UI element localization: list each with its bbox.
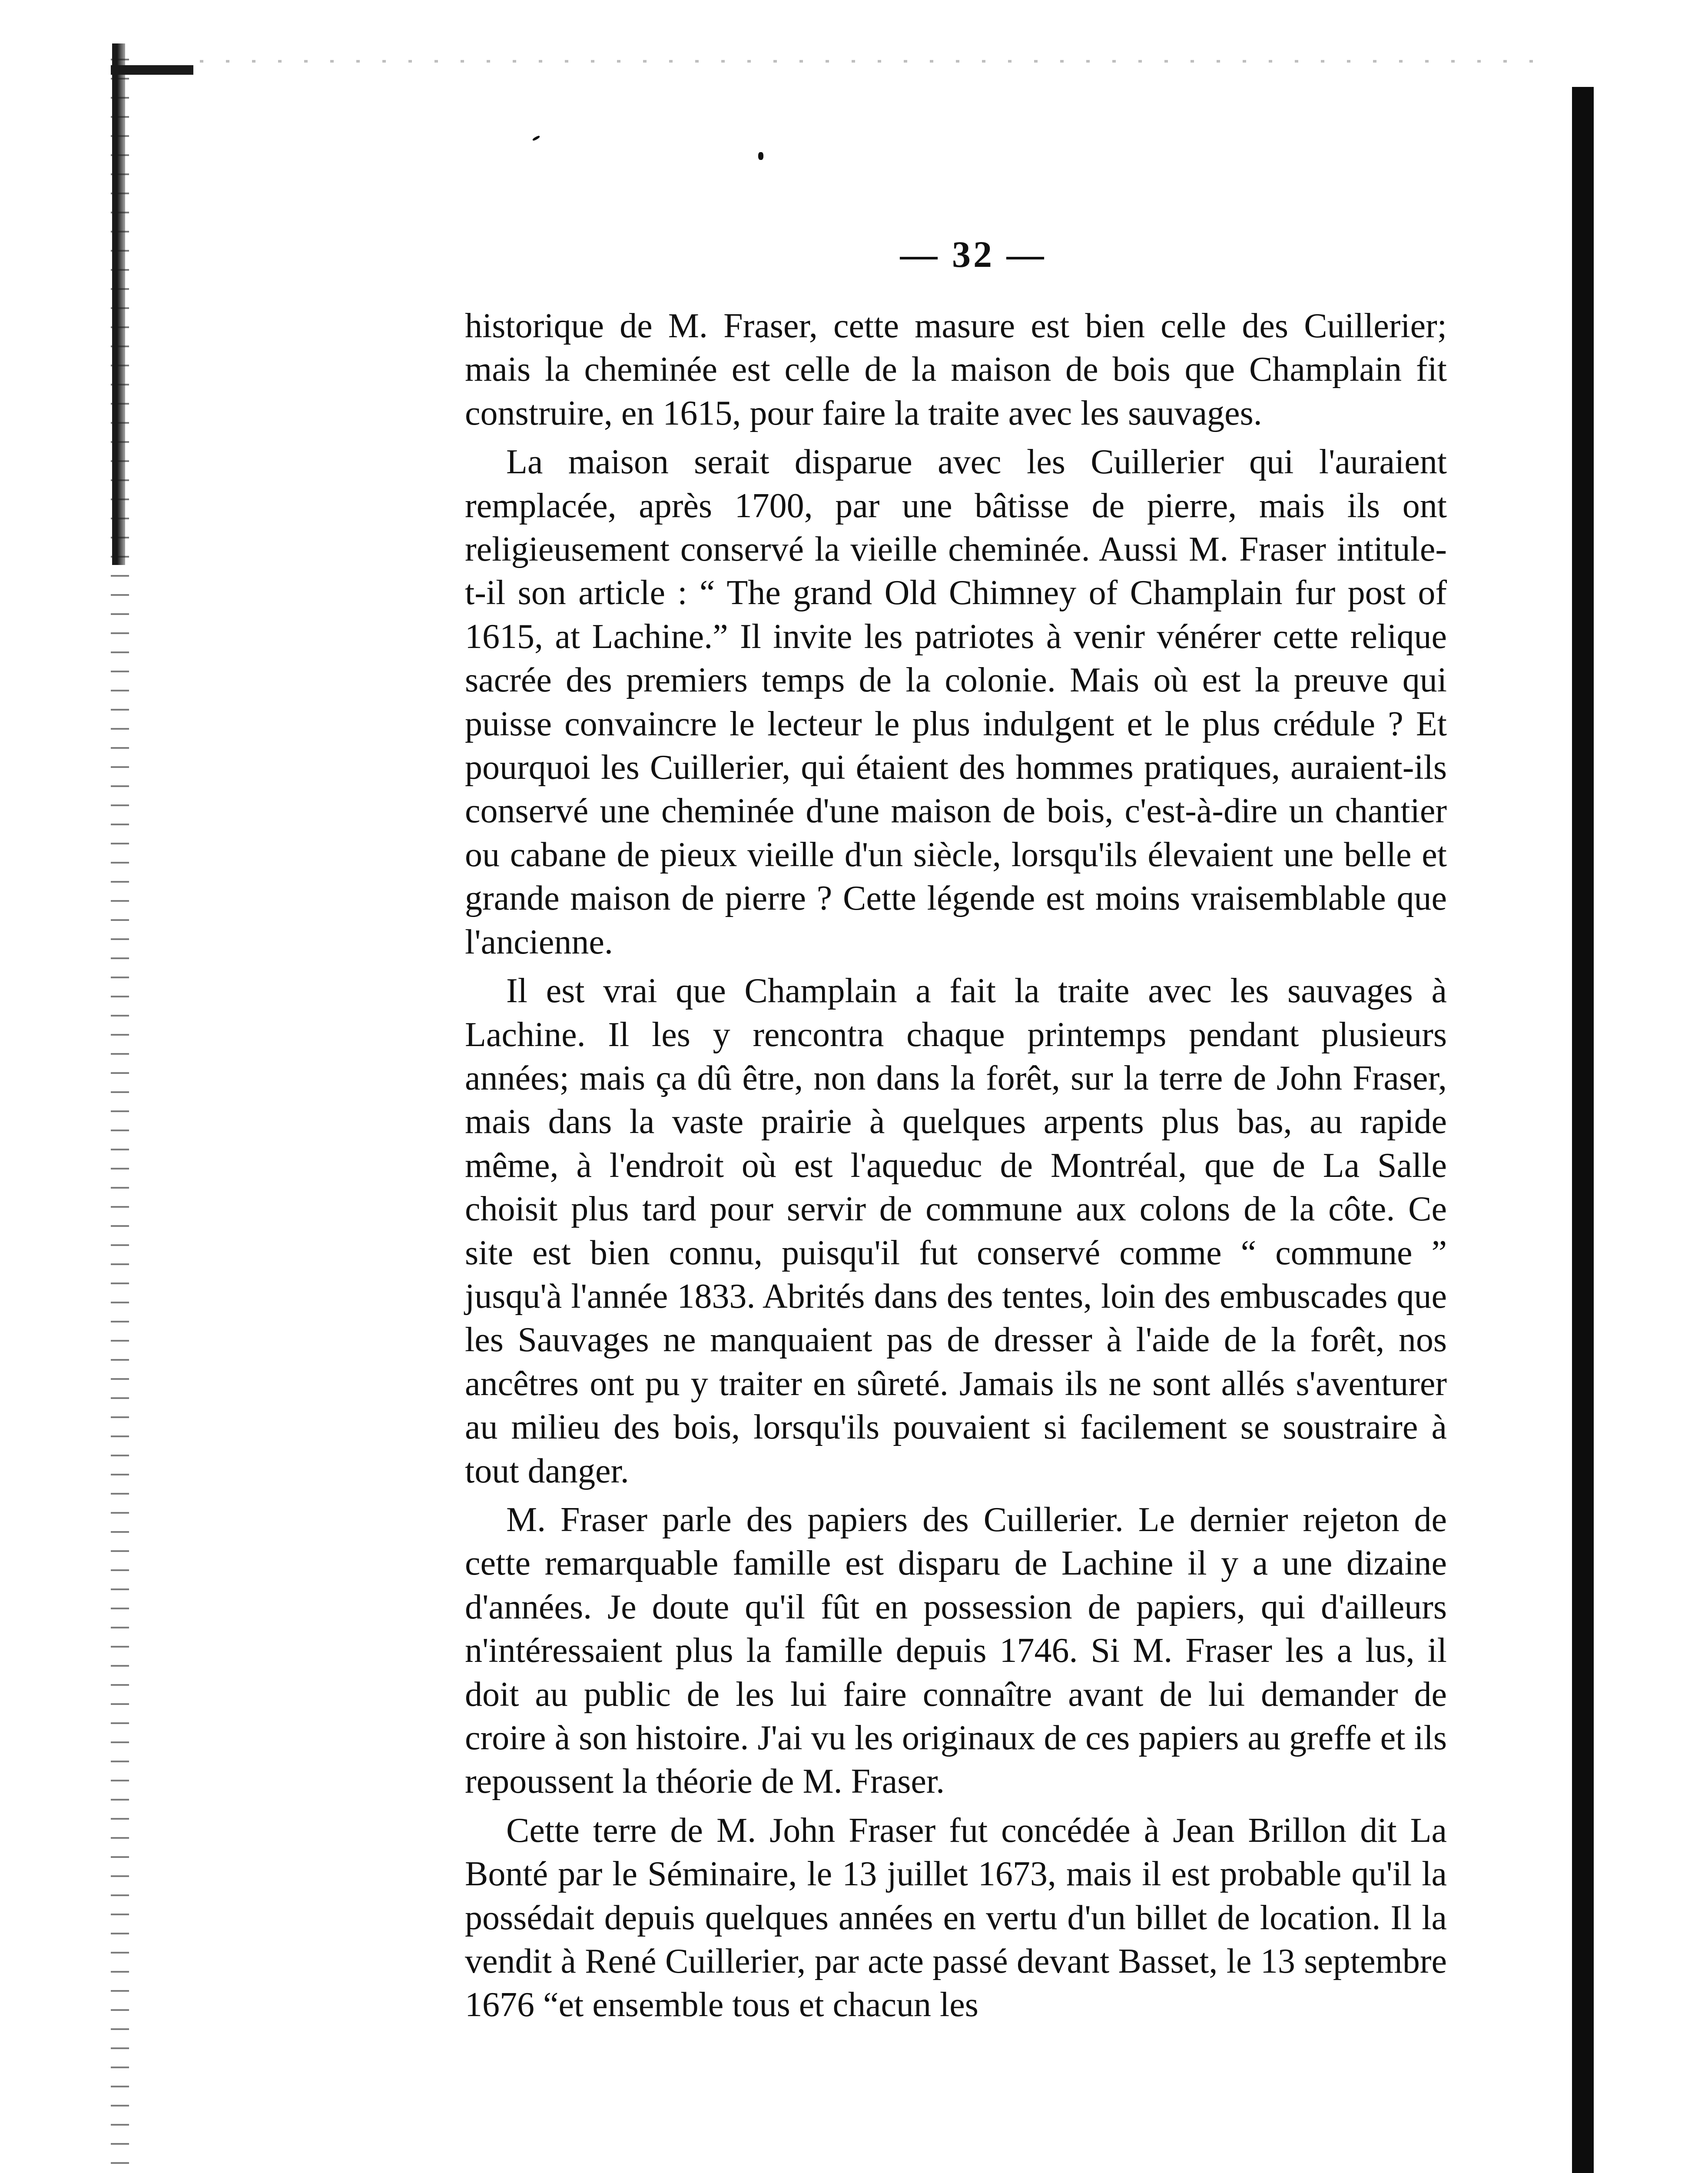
scan-top-noise [200, 60, 1547, 63]
scan-top-corner-artifact [111, 65, 193, 75]
scan-left-binding-shadow [112, 43, 125, 565]
paragraph: Il est vrai que Champlain a fait la traite avec les sauvages à Lachine. Il les y rencontra chaque printemps pendant plusieurs années; mais ça dû être, non dans la forêt, sur la terre de John Fraser, mais dans la vaste prairie à quelques arpents plus bas, au rapide même, à l'endroit où est l'aqueduc de Montréal, que de La Salle choisit plus tard pour servir de commune aux colons de la côte. Ce site est bien connu, puisqu'il fut conservé comme “ commune ” jusqu'à l'année 1833. Abrités dans des tentes, loin des embuscades que les Sauvages ne manquaient pas de dresser à l'aide de la forêt, nos ancêtres ont pu y traiter en sûreté. Jamais ils ne sont allés s'aventurer au milieu des bois, lorsqu'ils pouvaient si facilement se soustraire à tout danger. [465, 972, 1447, 1490]
paragraph: Cette terre de M. John Fraser fut concédée à Jean Brillon dit La Bonté par le Séminaire, le 13 juillet 1673, mais il est probable qu'il la possédait depuis quelques années en vertu d'un billet de location. Il la vendit à René Cuillerier, par acte passé devant Basset, le 13 septembre 1676 “et ensemble tous et chacun les [465, 1811, 1447, 2024]
paragraph-continuation: historique de M. Fraser, cette masure est bien celle des Cuillerier; mais la cheminée est celle de la maison de bois que Champlain fit construire, en 1615, pour faire la traite avec les sauvages. [465, 307, 1447, 432]
scan-speck [758, 152, 763, 160]
body-text [465, 304, 1447, 2032]
scan-right-edge-bar [1572, 87, 1594, 2173]
paragraph: La maison serait disparue avec les Cuillerier qui l'auraient remplacée, après 1700, par une bâtisse de pierre, mais ils ont religieusement conservé la vieille cheminée. Aussi M. Fraser intitule-t-il son article : “ The grand Old Chimney of Champlain fur post of 1615, at Lachine.” Il invite les patriotes à venir vénérer cette relique sacrée des premiers temps de la colonie. Mais où est la preuve qui puisse convaincre le lecteur le plus indulgent et le plus crédule ? Et pourquoi les Cuillerier, qui étaient des hommes pratiques, auraient-ils conservé une cheminée d'une maison de bois, c'est-à-dire un chantier ou cabane de pieux vieille d'un siècle, lorsqu'ils élevaient une belle et grande maison de pierre ? Cette légende est moins vraisemblable que l'ancienne. [465, 443, 1447, 961]
page-number: — 32 — [900, 233, 1047, 275]
scan-speck [532, 135, 541, 141]
paragraph: M. Fraser parle des papiers des Cuillerier. Le dernier rejeton de cette remarquable famille est disparu de Lachine il y a une dizaine d'années. Je doute qu'il fût en possession de papiers, qui d'ailleurs n'intéressaient plus la famille depuis 1746. Si M. Fraser les a lus, il doit au public de les lui faire connaître avant de lui demander de croire à son histoire. J'ai vu les originaux de ces papiers au greffe et ils repoussent la théorie de M. Fraser. [465, 1500, 1447, 1801]
